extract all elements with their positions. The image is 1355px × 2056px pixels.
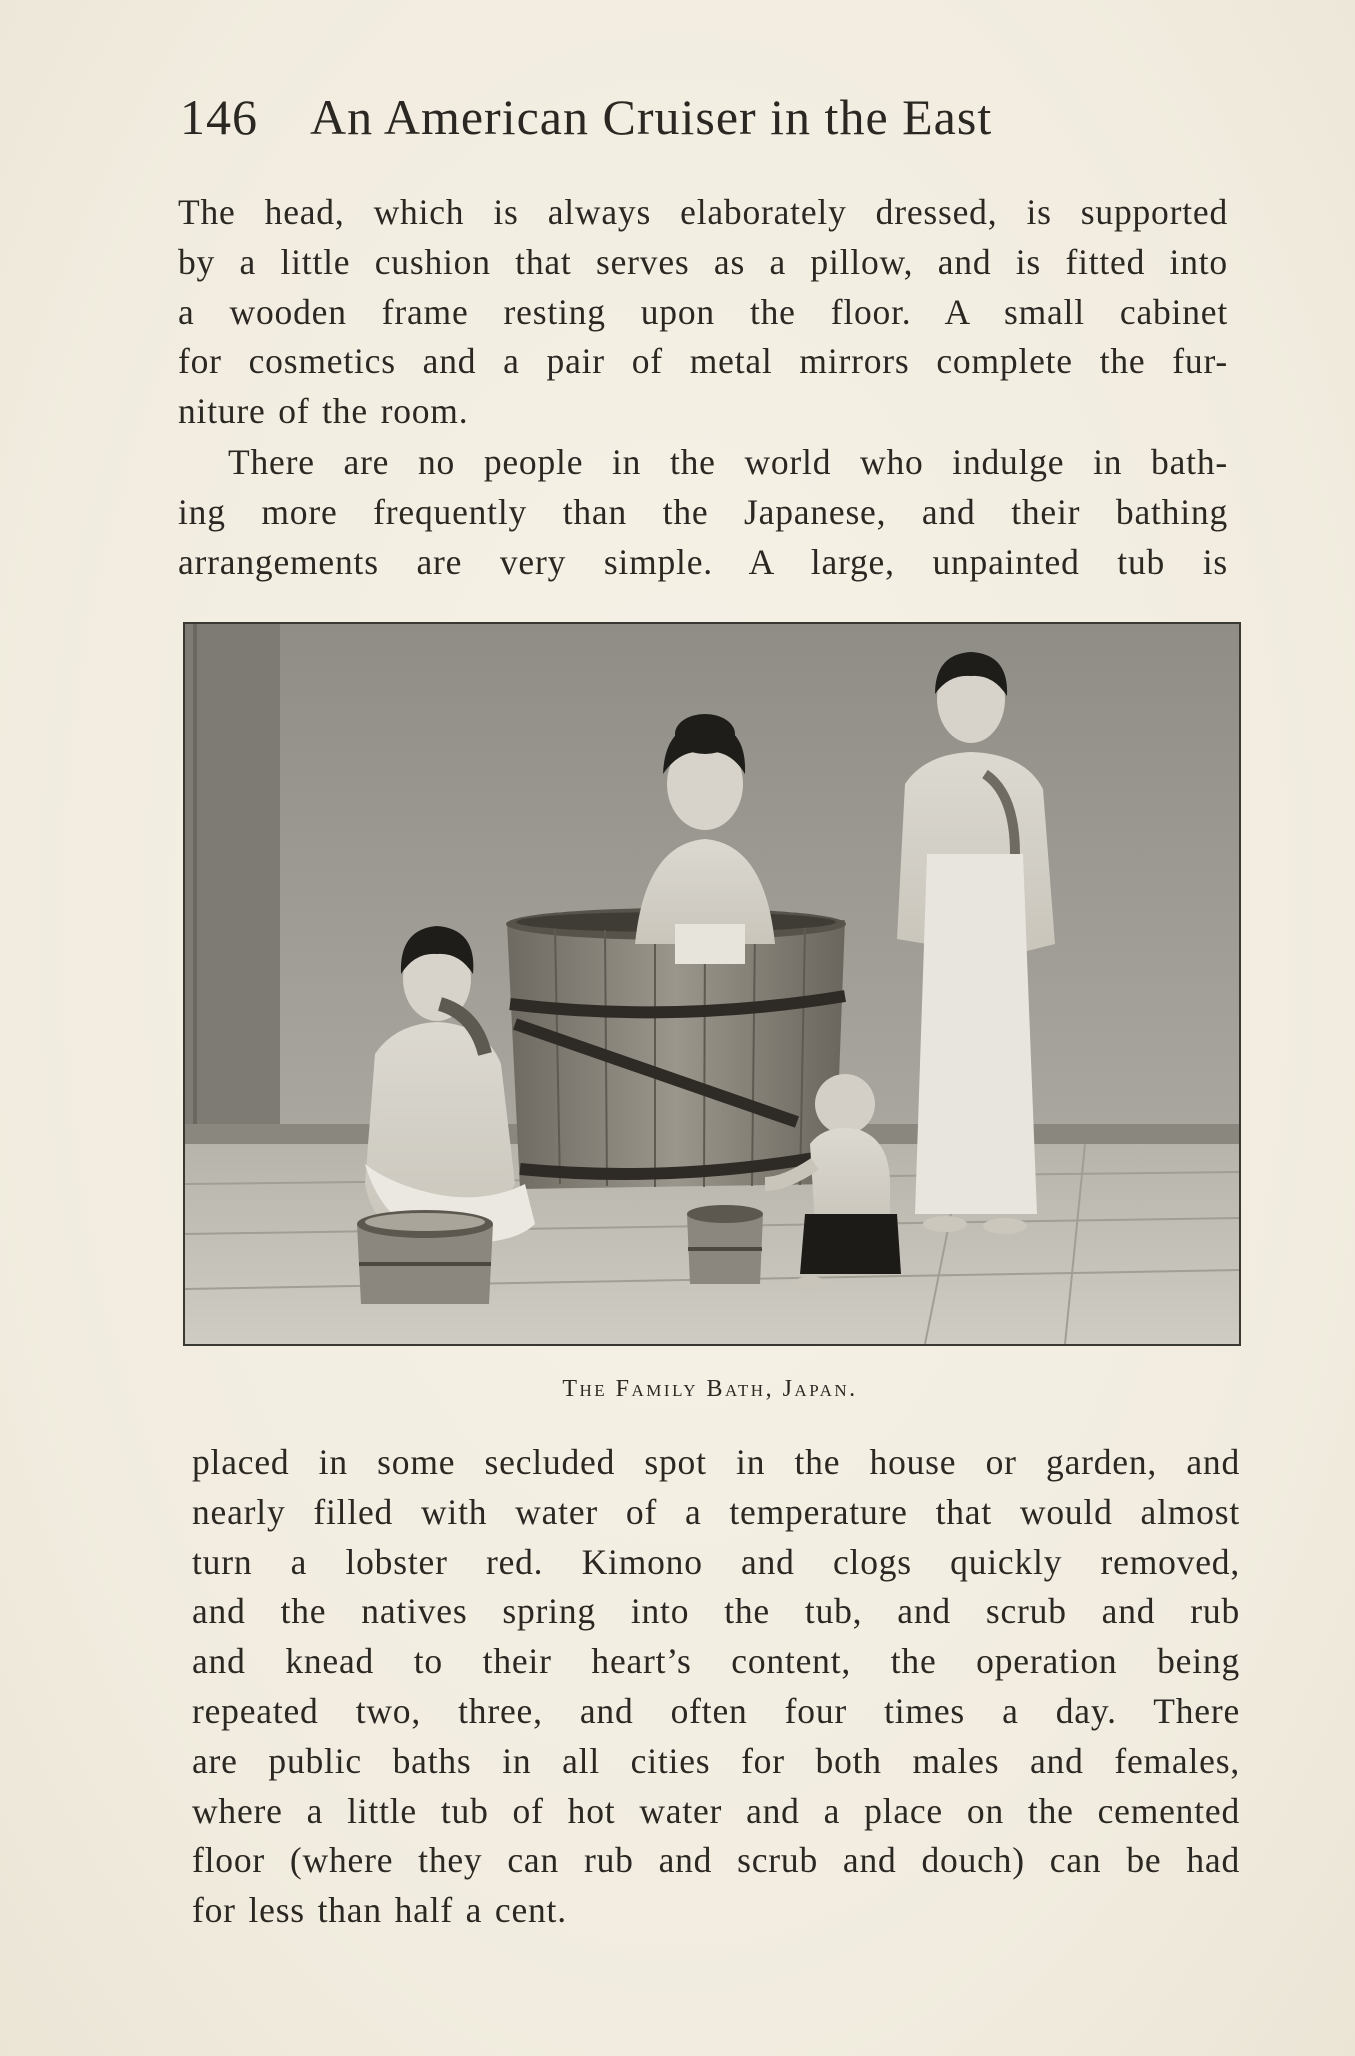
text-line: for less than half a cent. (192, 1890, 567, 1931)
text-line: for cosmetics and a pair of metal mirrors complete the fur- (178, 341, 1228, 382)
text-line: a wooden frame resting upon the floor. A small cabinet (178, 291, 1228, 332)
left-pillar (185, 624, 280, 1144)
text-line: floor (where they can rub and scrub and douch) can be had (192, 1840, 1240, 1881)
photograph-illustration (185, 624, 1239, 1344)
text-line: The head, which is always elaborately dressed, is supported (178, 192, 1228, 232)
text-line: ing more frequently than the Japanese, and their bathing (178, 491, 1228, 532)
text-line: niture of the room. (178, 391, 469, 432)
text-line: repeated two, three, and often four times a day. There (192, 1690, 1240, 1731)
text-line: There are no people in the world who indulge in bath- (228, 442, 1228, 482)
paragraph-1 (178, 188, 1228, 437)
text-line: turn a lobster red. Kimono and clogs quickly removed, (192, 1541, 1240, 1582)
running-title: An American Cruiser in the East (310, 89, 993, 145)
figure-caption: The Family Bath, Japan. (562, 1376, 858, 1402)
text-line: placed in some secluded spot in the house or garden, and (192, 1442, 1240, 1482)
small-bucket-center (687, 1205, 763, 1284)
paragraph-2 (178, 438, 1228, 587)
text-line: and knead to their heart’s content, the operation being (192, 1641, 1240, 1682)
running-head (180, 88, 1180, 146)
family-bath-photograph (183, 622, 1241, 1346)
text-line: nearly filled with water of a temperature that would almost (192, 1491, 1240, 1532)
text-line: are public baths in all cities for both males and females, (192, 1740, 1240, 1781)
small-bucket-left (357, 1210, 493, 1304)
text-line: where a little tub of hot water and a place on the cemented (192, 1790, 1240, 1831)
page-number: 146 (180, 89, 258, 145)
paragraph-3 (192, 1438, 1240, 1936)
text-line: by a little cushion that serves as a pillow, and is fitted into (178, 241, 1228, 282)
text-line: and the natives spring into the tub, and scrub and rub (192, 1591, 1240, 1632)
text-line: arrangements are very simple. A large, unpainted tub is (178, 541, 1228, 582)
